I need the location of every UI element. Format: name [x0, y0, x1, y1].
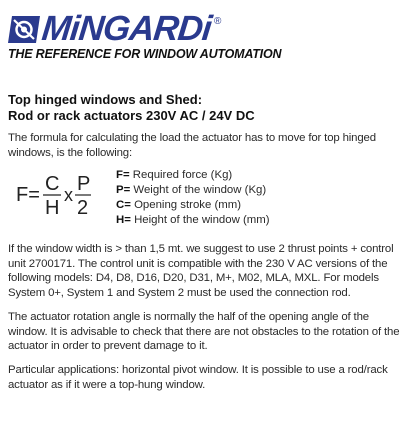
formula-definitions — [116, 168, 270, 228]
title-line-1: Top hinged windows and Shed: — [8, 92, 203, 107]
formula-num1: C — [45, 173, 60, 195]
particular-applications-paragraph: Particular applications: horizontal pivot window. It is possible to use a rod/rack actuator as if it were a top-hung window. — [8, 364, 388, 391]
formula-den2: 2 — [77, 197, 89, 219]
rotation-angle-paragraph: The actuator rotation angle is normally the half of the opening angle of the window. It is advisable to check that there are not obstacles to the rotation of the actuator in order to prevent damage to it. — [8, 311, 400, 352]
mingardi-logo-icon — [8, 16, 40, 43]
definition-row: H= Height of the window (mm) — [116, 214, 270, 226]
header — [8, 9, 408, 66]
tagline: THE REFERENCE FOR WINDOW AUTOMATION — [8, 47, 282, 61]
formula-den1: H — [45, 197, 60, 219]
two-thrust-points-paragraph: If the window width is > than 1,5 mt. we suggest to use 2 thrust points + control unit 2700171. The control unit is compatible with the 230 V AC versions of the following models: D4, D8, D16, D20, D31, M+, M02, MLA, MXL. For models System 0+, System 1 and System 2 must be used the connection rod. — [8, 243, 394, 299]
definition-row: F= Required force (Kg) — [116, 169, 233, 181]
page-title — [8, 92, 408, 124]
formula-lhs: F= — [16, 184, 40, 206]
brand-logo — [8, 9, 408, 48]
brand-name: MiNGARDi — [40, 9, 214, 48]
formula-times: x — [64, 185, 73, 205]
definition-row: P= Weight of the window (Kg) — [116, 184, 267, 196]
formula-num2: P — [77, 173, 91, 195]
title-line-2: Rod or rack actuators 230V AC / 24V DC — [8, 108, 255, 123]
registered-mark: ® — [213, 16, 222, 27]
intro-paragraph: The formula for calculating the load the actuator has to move for top hinged windows, is the following: — [8, 132, 376, 159]
definition-row: C= Opening stroke (mm) — [116, 199, 242, 211]
